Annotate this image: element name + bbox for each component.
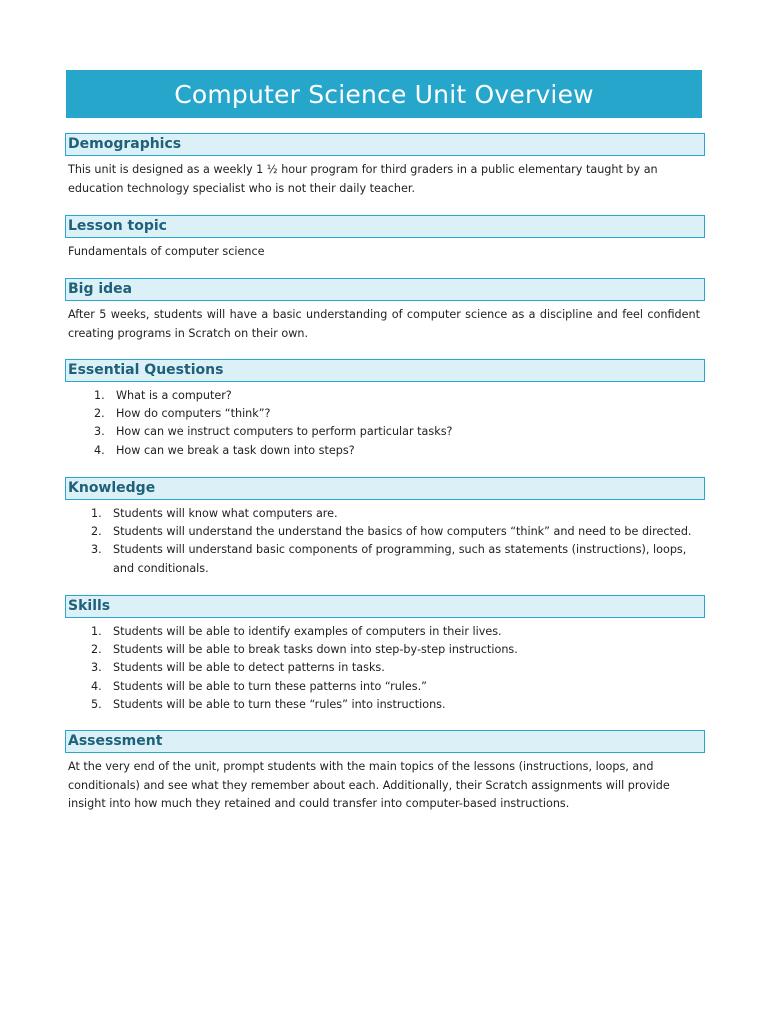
list-item	[91, 523, 701, 541]
list-item	[94, 387, 694, 405]
list-number: 1.	[91, 507, 102, 520]
list-text: Students will understand basic components of programming, such as statements (instructions), loops,	[113, 543, 687, 557]
list-number: 2.	[91, 525, 102, 539]
list-text: What is a computer?	[116, 389, 232, 402]
assessment-text	[68, 758, 700, 814]
lesson-topic-text: Fundamentals of computer science	[68, 245, 265, 258]
section-heading-skills: Skills	[65, 595, 705, 618]
list-item	[91, 623, 701, 641]
list-number: 1.	[94, 389, 105, 402]
list-item	[91, 696, 701, 714]
list-item	[91, 641, 701, 659]
list-number: 5.	[91, 697, 102, 711]
essential-questions-list	[94, 387, 694, 460]
list-number: 3.	[91, 661, 102, 675]
list-text-continued: and conditionals.	[113, 561, 209, 575]
section-heading-lesson-topic: Lesson topic	[65, 215, 705, 238]
section-heading-essential-questions: Essential Questions	[65, 359, 705, 382]
list-number: 3.	[94, 425, 105, 439]
list-item	[91, 541, 701, 577]
list-item	[91, 659, 701, 677]
page-title: Computer Science Unit Overview	[66, 70, 702, 118]
list-item	[91, 505, 701, 523]
assessment-line: insight into how much they retained and could transfer into computer-based instructions.	[68, 797, 570, 811]
big-idea-text	[68, 306, 700, 343]
skills-list	[91, 623, 701, 714]
section-heading-demographics: Demographics	[65, 133, 705, 156]
demographics-text	[68, 161, 700, 198]
list-item	[91, 678, 701, 696]
section-heading-assessment: Assessment	[65, 730, 705, 753]
list-item	[94, 423, 694, 441]
list-text: Students will be able to break tasks down into step-by-step instructions.	[113, 643, 518, 657]
list-number: 1.	[91, 625, 102, 638]
section-heading-big-idea: Big idea	[65, 278, 705, 301]
list-item	[94, 405, 694, 423]
demographics-line: This unit is designed as a weekly 1 ½ hour program for third graders in a public elementary taught by an	[68, 163, 658, 176]
list-number: 2.	[94, 407, 105, 421]
list-text: Students will be able to detect patterns in tasks.	[113, 661, 385, 675]
list-number: 4.	[94, 443, 105, 457]
assessment-line: conditionals) and see what they remember about each. Additionally, their Scratch assignments will provide	[68, 778, 670, 792]
section-heading-knowledge: Knowledge	[65, 477, 705, 500]
list-text: Students will be able to turn these “rules” into instructions.	[113, 697, 446, 711]
demographics-line: education technology specialist who is not their daily teacher.	[68, 181, 416, 195]
list-number: 3.	[91, 543, 102, 557]
list-text: How can we instruct computers to perform particular tasks?	[116, 425, 453, 439]
list-number: 2.	[91, 643, 102, 657]
list-text: Students will know what computers are.	[113, 507, 338, 520]
list-text: How can we break a task down into steps?	[116, 443, 355, 457]
list-text: Students will be able to identify examples of computers in their lives.	[113, 625, 502, 638]
big-idea-line: After 5 weeks, students will have a basic understanding of computer science as a discipline and feel confident	[68, 308, 700, 321]
list-text: Students will be able to turn these patterns into “rules.”	[113, 679, 427, 693]
big-idea-line: creating programs in Scratch on their own.	[68, 326, 309, 340]
list-text: How do computers “think”?	[116, 407, 271, 421]
list-text: Students will understand the understand the basics of how computers “think” and need to be directed.	[113, 525, 692, 539]
knowledge-list	[91, 505, 701, 578]
list-item	[94, 442, 694, 460]
list-number: 4.	[91, 679, 102, 693]
assessment-line: At the very end of the unit, prompt students with the main topics of the lessons (instructions, loops, and	[68, 760, 654, 773]
